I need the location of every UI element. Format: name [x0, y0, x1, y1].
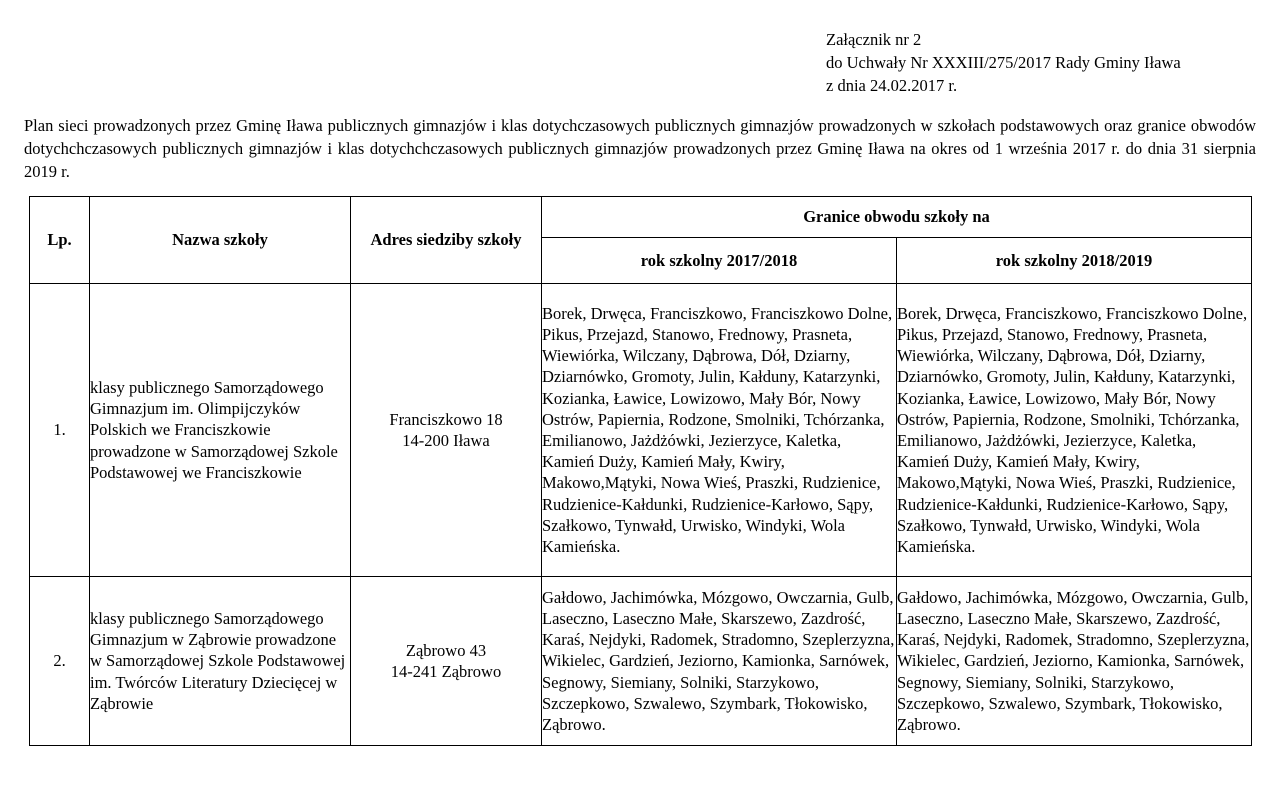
attachment-number: Załącznik nr 2 [826, 30, 922, 49]
table-header-row [30, 197, 1252, 238]
header-year-2018: rok szkolny 2018/2019 [897, 238, 1252, 284]
header-school-name: Nazwa szkoły [90, 197, 351, 284]
resolution-date: z dnia 24.02.2017 r. [826, 76, 958, 95]
table-row [30, 284, 1252, 577]
address-postal: 14-200 Iława [402, 431, 490, 450]
bounds-2017: Gałdowo, Jachimówka, Mózgowo, Owczarnia, Gulb, Laseczno, Laseczno Małe, Skarszewo, Zazdrość, Karaś, Nejdyki, Radomek, Stradomno, Szeplerzyzna, Wikielec, Gardzień, Jeziorno, Kamionka, Sarnówek, Segnowy, Siemiany, Solniki, Starzykowo, Szczepkowo, Szwalewo, Szymbark, Tłokowisko, Ząbrowo. [542, 577, 897, 746]
document-intro: Plan sieci prowadzonych przez Gminę Iława publicznych gimnazjów i klas dotychczasowych publicznych gimnazjów prowadzonych w szkołach podstawowych oraz granice obwodów dotychchczasowych publicznych gimnazjów i klas dotychchczasowych publicznych gimnazjów prowadzonych przez Gminę Iława na okres od 1 września 2017 r. do dnia 31 sierpnia 2019 r. [24, 116, 1256, 181]
school-name: klasy publicznego Samorządowego Gimnazjum w Ząbrowie prowadzone w Samorządowej Szkole Podstawowej im. Twórców Literatury Dziecięcej w Ząbrowie [90, 577, 351, 746]
row-number: 2. [30, 577, 90, 746]
school-address [351, 577, 542, 746]
bounds-2018: Gałdowo, Jachimówka, Mózgowo, Owczarnia, Gulb, Laseczno, Laseczno Małe, Skarszewo, Zazdrość, Karaś, Nejdyki, Radomek, Stradomno, Szeplerzyzna, Wikielec, Gardzień, Jeziorno, Kamionka, Sarnówek, Segnowy, Siemiany, Solniki, Starzykowo, Szczepkowo, Szwalewo, Szymbark, Tłokowisko, Ząbrowo. [897, 577, 1252, 746]
attachment-header [826, 28, 1181, 97]
table-row [30, 577, 1252, 746]
school-address [351, 284, 542, 577]
school-name: klasy publicznego Samorządowego Gimnazjum im. Olimpijczyków Polskich we Franciszkowie prowadzone w Samorządowej Szkole Podstawowej we Franciszkowie [90, 284, 351, 577]
address-postal: 14-241 Ząbrowo [390, 662, 502, 681]
header-lp: Lp. [30, 197, 90, 284]
resolution-reference: do Uchwały Nr XXXIII/275/2017 Rady Gminy Iława [826, 53, 1181, 72]
bounds-2017: Borek, Drwęca, Franciszkowo, Franciszkowo Dolne, Pikus, Przejazd, Stanowo, Frednowy, Prasneta, Wiewiórka, Wilczany, Dąbrowa, Dół, Dziarny, Dziarnówko, Gromoty, Julin, Kałduny, Katarzynki, Kozianka, Ławice, Lowizowo, Mały Bór, Nowy Ostrów, Papiernia, Rodzone, Smolniki, Tchórzanka, Emilianowo, Jażdżówki, Jezierzyce, Kaletka, Kamień Duży, Kamień Mały, Kwiry, Makowo,Mątyki, Nowa Wieś, Praszki, Rudzienice, Rudzienice-Kałdunki, Rudzienice-Karłowo, Sąpy, Szałkowo, Tynwałd, Urwisko, Windyki, Wola Kamieńska. [542, 284, 897, 577]
header-year-2017: rok szkolny 2017/2018 [542, 238, 897, 284]
bounds-2018: Borek, Drwęca, Franciszkowo, Franciszkowo Dolne, Pikus, Przejazd, Stanowo, Frednowy, Prasneta, Wiewiórka, Wilczany, Dąbrowa, Dół, Dziarny, Dziarnówko, Gromoty, Julin, Kałduny, Katarzynki, Kozianka, Ławice, Lowizowo, Mały Bór, Nowy Ostrów, Papiernia, Rodzone, Smolniki, Tchórzanka, Emilianowo, Jażdżówki, Jezierzyce, Kaletka, Kamień Duży, Kamień Mały, Kwiry, Makowo,Mątyki, Nowa Wieś, Praszki, Rudzienice, Rudzienice-Kałdunki, Rudzienice-Karłowo, Sąpy, Szałkowo, Tynwałd, Urwisko, Windyki, Wola Kamieńska. [897, 284, 1252, 577]
school-network-table [29, 196, 1252, 746]
address-street: Franciszkowo 18 [389, 409, 503, 429]
header-district-bounds: Granice obwodu szkoły na [542, 197, 1252, 238]
row-number: 1. [30, 284, 90, 577]
address-street: Ząbrowo 43 [405, 640, 487, 660]
header-school-address: Adres siedziby szkoły [351, 197, 542, 284]
